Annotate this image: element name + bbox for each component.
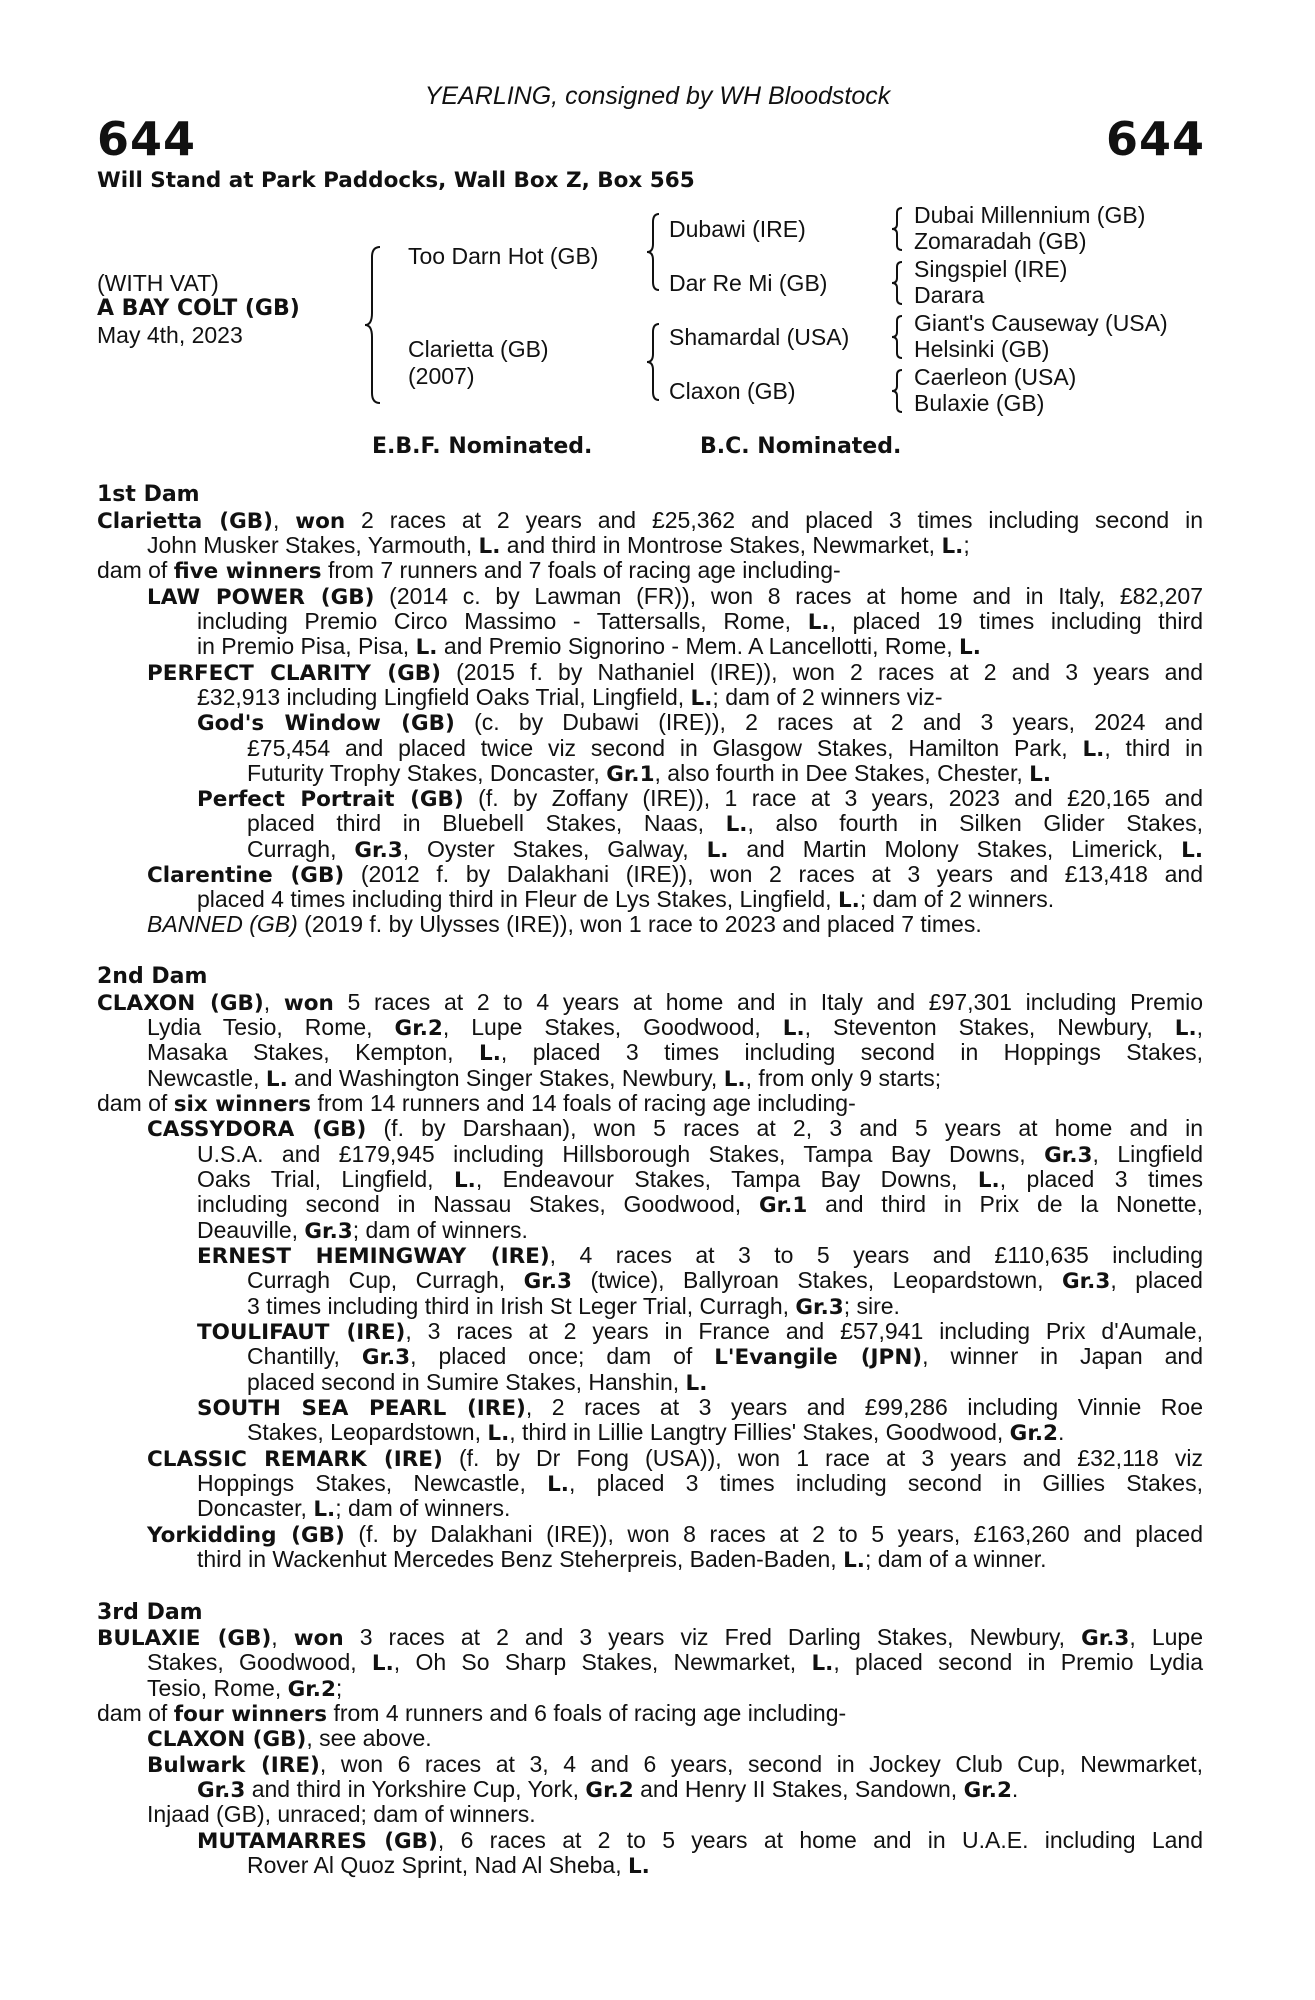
dam2-line: placed second in Sumire Stakes, Hanshin, L. [247, 1369, 708, 1396]
pedigree-ggp-8: Bulaxie (GB) [914, 390, 1045, 416]
dam2-line: Masaka Stakes, Kempton, L., placed 3 times including second in Hoppings Stakes, [147, 1039, 1204, 1066]
dam3-line: Gr.3 and third in Yorkshire Cup, York, Gr.2 and Henry II Stakes, Sandown, Gr.2. [197, 1776, 1019, 1803]
progeny-name: Yorkidding (GB) [147, 1523, 345, 1548]
won-label: won [295, 509, 346, 534]
dam2-line: Newcastle, L. and Washington Singer Stakes, Newbury, L., from only 9 starts; [147, 1065, 942, 1092]
dam2-line: Chantilly, Gr.3, placed once; dam of L'Evangile (JPN), winner in Japan and [247, 1343, 1203, 1370]
vat-note: (WITH VAT) [97, 270, 219, 296]
dam3-line: Injaad (GB), unraced; dam of winners. [147, 1801, 536, 1827]
pedigree-dam: Clarietta (GB) [408, 336, 549, 362]
dam2-line: CLASSIC REMARK (IRE) (f. by Dr Fong (USA)), won 1 race at 3 years and £32,118 viz [147, 1445, 1204, 1472]
bc-nomination: B.C. Nominated. [700, 434, 902, 459]
dam2-line: CLAXON (GB), won 5 races at 2 to 4 years at home and in Italy and £97,301 including Premio [97, 989, 1204, 1016]
dam2-line: U.S.A. and £179,945 including Hillsborough Stakes, Tampa Bay Downs, Gr.3, Lingfield [197, 1141, 1203, 1168]
horse-name: A BAY COLT (GB) [97, 296, 300, 321]
dam-name: Clarietta (GB) [97, 509, 273, 534]
pedigree-ggp-5: Giant's Causeway (USA) [914, 310, 1168, 336]
first-dam-heading: 1st Dam [97, 482, 200, 507]
progeny-name: PERFECT CLARITY (GB) [147, 661, 441, 686]
dam1-line: Clarentine (GB) (2012 f. by Dalakhani (IRE)), won 2 races at 3 years and £13,418 and [147, 861, 1203, 888]
progeny-name: BANNED (GB) [147, 911, 298, 937]
dam2-line: 3 times including third in Irish St Leger Trial, Curragh, Gr.3; sire. [247, 1293, 900, 1320]
dam2-line: TOULIFAUT (IRE), 3 races at 2 years in France and £57,941 including Prix d'Aumale, [197, 1318, 1203, 1345]
progeny-name: Perfect Portrait (GB) [197, 787, 464, 812]
dam1-line: John Musker Stakes, Yarmouth, L. and third in Montrose Stakes, Newmarket, L.; [147, 532, 970, 559]
dam2-line: Doncaster, L.; dam of winners. [197, 1495, 511, 1522]
dam1-line: including Premio Circo Massimo - Tattersalls, Rome, L., placed 19 times including third [197, 608, 1203, 635]
pedigree-sire-dam: Dar Re Mi (GB) [669, 270, 828, 296]
pedigree-dam-sire: Shamardal (USA) [669, 324, 850, 350]
pedigree-ggp-4: Darara [914, 282, 985, 308]
second-dam-heading: 2nd Dam [97, 964, 208, 989]
pedigree-ggp-1: Dubai Millennium (GB) [914, 202, 1146, 228]
dam1-line: God's Window (GB) (c. by Dubawi (IRE)), 2 races at 2 and 3 years, 2024 and [197, 709, 1204, 736]
pedigree-sire-sire: Dubawi (IRE) [669, 216, 806, 242]
dam1-line: Futurity Trophy Stakes, Doncaster, Gr.1, also fourth in Dee Stakes, Chester, L. [247, 760, 1051, 787]
pedigree-ggp-2: Zomaradah (GB) [914, 228, 1087, 254]
progeny-name: Bulwark (IRE) [147, 1753, 320, 1778]
progeny-name: SOUTH SEA PEARL (IRE) [197, 1396, 526, 1421]
dam3-line: CLAXON (GB), see above. [147, 1725, 432, 1752]
progeny-name: LAW POWER (GB) [147, 585, 375, 610]
dam2-line: CASSYDORA (GB) (f. by Darshaan), won 5 races at 2, 3 and 5 years at home and in [147, 1115, 1204, 1142]
dam2-line: Stakes, Leopardstown, L., third in Lillie Langtry Fillies' Stakes, Goodwood, Gr.2. [247, 1419, 1065, 1446]
dam1-line: BANNED (GB) (2019 f. by Ulysses (IRE)), won 1 race to 2023 and placed 7 times. [147, 911, 982, 937]
progeny-name: CLASSIC REMARK (IRE) [147, 1447, 443, 1472]
foaling-date: May 4th, 2023 [97, 322, 243, 348]
dam2-line: Hoppings Stakes, Newcastle, L., placed 3 times including second in Gillies Stakes, [197, 1470, 1203, 1497]
dam3-line: BULAXIE (GB), won 3 races at 2 and 3 years viz Fred Darling Stakes, Newbury, Gr.3, Lupe [97, 1624, 1203, 1651]
dam2-line: SOUTH SEA PEARL (IRE), 2 races at 3 years and £99,286 including Vinnie Roe [197, 1394, 1203, 1421]
dam2-line: Deauville, Gr.3; dam of winners. [197, 1217, 528, 1244]
progeny-name: God's Window (GB) [197, 711, 455, 736]
dam1-line: dam of five winners from 7 runners and 7 foals of racing age including- [97, 557, 841, 584]
dam3-line: Rover Al Quoz Sprint, Nad Al Sheba, L. [247, 1852, 650, 1879]
dam2-line: Curragh Cup, Curragh, Gr.3 (twice), Ballyroan Stakes, Leopardstown, Gr.3, placed [247, 1267, 1203, 1294]
dam2-line: Yorkidding (GB) (f. by Dalakhani (IRE)), won 8 races at 2 to 5 years, £163,260 and placed [147, 1521, 1204, 1548]
lot-number-left: 644 [97, 112, 197, 166]
progeny-name: CASSYDORA (GB) [147, 1117, 367, 1142]
pedigree-brace-sire [643, 212, 663, 292]
pedigree-brace-shamardal [889, 314, 905, 360]
won-label: won [283, 991, 334, 1016]
dam1-line: placed third in Bluebell Stakes, Naas, L., also fourth in Silken Glider Stakes, [247, 810, 1204, 837]
dam2-line: dam of six winners from 14 runners and 14 foals of racing age including- [97, 1090, 856, 1117]
pedigree-dam-year: (2007) [408, 363, 475, 389]
dam1-line: £32,913 including Lingfield Oaks Trial, Lingfield, L.; dam of 2 winners viz- [197, 684, 943, 711]
dam1-line: PERFECT CLARITY (GB) (2015 f. by Nathaniel (IRE)), won 2 races at 2 and 3 years and [147, 659, 1203, 686]
pedigree-brace-claxon [889, 368, 905, 414]
dam2-line: Oaks Trial, Lingfield, L., Endeavour Stakes, Tampa Bay Downs, L., placed 3 times [197, 1166, 1203, 1193]
dam-name: BULAXIE (GB) [97, 1626, 272, 1651]
pedigree-brace-dam [643, 322, 663, 402]
pedigree-brace-darremi [889, 260, 905, 306]
pedigree-brace-dubawi [889, 206, 905, 252]
dam1-line: Curragh, Gr.3, Oyster Stakes, Galway, L. and Martin Molony Stakes, Limerick, L. [247, 836, 1204, 863]
dam-name: CLAXON (GB) [97, 991, 264, 1016]
pedigree-sire: Too Darn Hot (GB) [408, 243, 599, 269]
dam1-line: Clarietta (GB), won 2 races at 2 years and £25,362 and placed 3 times including second in [97, 507, 1203, 534]
dam1-line: placed 4 times including third in Fleur de Lys Stakes, Lingfield, L.; dam of 2 winners. [197, 886, 1055, 913]
dam1-line: LAW POWER (GB) (2014 c. by Lawman (FR)), won 8 races at home and in Italy, £82,207 [147, 583, 1203, 610]
pedigree-brace-main [362, 245, 384, 405]
pedigree-ggp-3: Singspiel (IRE) [914, 256, 1068, 282]
progeny-name: CLAXON (GB) [147, 1727, 307, 1752]
pedigree-ggp-7: Caerleon (USA) [914, 364, 1077, 390]
pedigree-dam-dam: Claxon (GB) [669, 378, 796, 404]
ebf-nomination: E.B.F. Nominated. [372, 434, 593, 459]
dam2-line: including second in Nassau Stakes, Goodwood, Gr.1 and third in Prix de la Nonette, [197, 1191, 1203, 1218]
third-dam-heading: 3rd Dam [97, 1600, 203, 1625]
progeny-name: TOULIFAUT (IRE) [197, 1320, 406, 1345]
progeny-name: ERNEST HEMINGWAY (IRE) [197, 1244, 550, 1269]
dam2-line: ERNEST HEMINGWAY (IRE), 4 races at 3 to 5 years and £110,635 including [197, 1242, 1203, 1269]
dam3-line: Stakes, Goodwood, L., Oh So Sharp Stakes, Newmarket, L., placed second in Premio Lydia [147, 1649, 1203, 1676]
dam3-line: Tesio, Rome, Gr.2; [147, 1675, 343, 1702]
won-label: won [293, 1626, 344, 1651]
lot-number-right: 644 [1105, 112, 1205, 166]
dam3-line: Bulwark (IRE), won 6 races at 3, 4 and 6 years, second in Jockey Club Cup, Newmarket, [147, 1751, 1204, 1778]
dam1-line: in Premio Pisa, Pisa, L. and Premio Signorino - Mem. A Lancellotti, Rome, L. [197, 633, 981, 660]
dam1-line: £75,454 and placed twice viz second in Glasgow Stakes, Hamilton Park, L., third in [247, 735, 1203, 762]
progeny-name: MUTAMARRES (GB) [197, 1829, 438, 1854]
dam3-line: dam of four winners from 4 runners and 6 foals of racing age including- [97, 1700, 847, 1727]
dam3-line: MUTAMARRES (GB), 6 races at 2 to 5 years at home and in U.A.E. including Land [197, 1827, 1204, 1854]
dam1-line: Perfect Portrait (GB) (f. by Zoffany (IRE)), 1 race at 3 years, 2023 and £20,165 and [197, 785, 1203, 812]
pedigree-ggp-6: Helsinki (GB) [914, 336, 1050, 362]
dam2-line: Lydia Tesio, Rome, Gr.2, Lupe Stakes, Goodwood, L., Steventon Stakes, Newbury, L., [147, 1014, 1204, 1041]
stand-location: Will Stand at Park Paddocks, Wall Box Z, Box 565 [97, 168, 695, 193]
dam2-line: third in Wackenhut Mercedes Benz Steherpreis, Baden-Baden, L.; dam of a winner. [197, 1546, 1047, 1573]
progeny-name: Clarentine (GB) [147, 863, 345, 888]
catalogue-header: YEARLING, consigned by WH Bloodstock [424, 82, 891, 110]
